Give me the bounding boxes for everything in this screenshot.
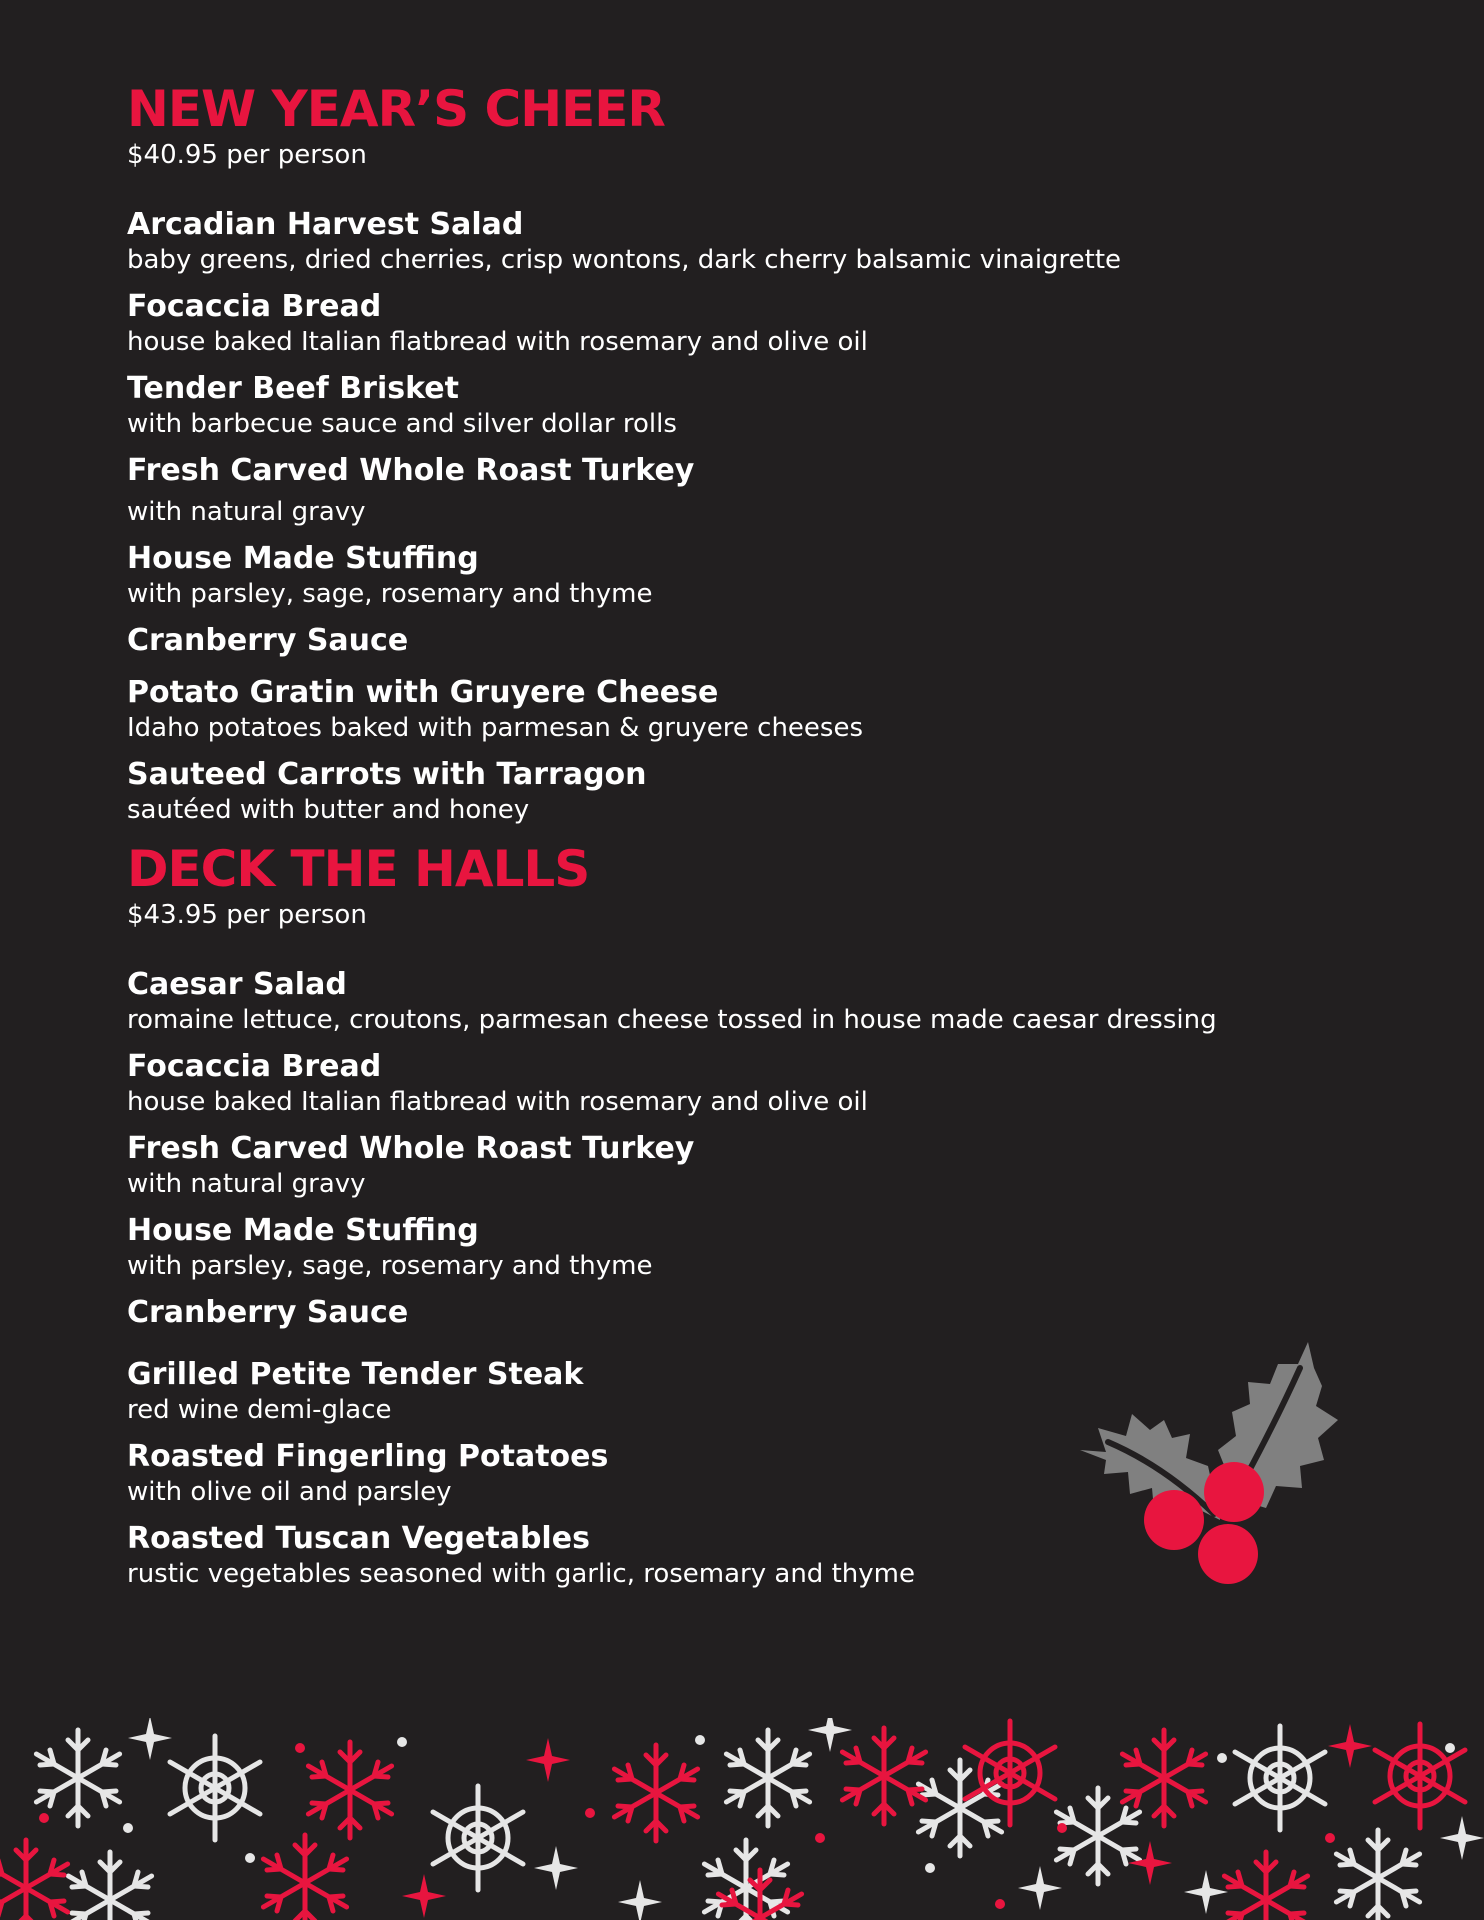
item-description: sautéed with butter and honey: [127, 795, 530, 825]
menu-item: [127, 540, 1427, 610]
item-description: with natural gravy: [127, 1169, 366, 1199]
menu-item: [127, 370, 1427, 440]
item-name: Focaccia Bread: [127, 1049, 382, 1084]
item-name: Tender Beef Brisket: [127, 371, 459, 406]
item-name: Potato Gratin with Gruyere Cheese: [127, 675, 719, 710]
item-description: baby greens, dried cherries, crisp wontons, dark cherry balsamic vinaigrette: [127, 245, 1122, 275]
item-description: with parsley, sage, rosemary and thyme: [127, 579, 653, 609]
item-description: with barbecue sauce and silver dollar rolls: [127, 409, 677, 439]
section-title: NEW YEAR’S CHEER: [127, 80, 665, 138]
item-description: with parsley, sage, rosemary and thyme: [127, 1251, 653, 1281]
menu-item: [127, 1130, 1427, 1200]
menu-item: [127, 756, 1427, 826]
item-name: Fresh Carved Whole Roast Turkey: [127, 1131, 695, 1166]
item-name: Cranberry Sauce: [127, 1295, 409, 1330]
menu-item: [127, 288, 1427, 358]
item-description: rustic vegetables seasoned with garlic, rosemary and thyme: [127, 1559, 915, 1589]
menu-item: [127, 452, 1427, 528]
item-description: red wine demi-glace: [127, 1395, 392, 1425]
snowflake-border: [0, 1718, 1484, 1920]
holly-icon: [1068, 1310, 1343, 1590]
item-name: Roasted Fingerling Potatoes: [127, 1439, 609, 1474]
item-name: Grilled Petite Tender Steak: [127, 1357, 584, 1392]
item-description: with natural gravy: [127, 497, 366, 527]
menu-item: [127, 966, 1427, 1036]
item-description: romaine lettuce, croutons, parmesan cheese tossed in house made caesar dressing: [127, 1005, 1217, 1035]
section-price: $43.95 per person: [127, 900, 367, 930]
item-name: House Made Stuffing: [127, 1213, 479, 1248]
section-price: $40.95 per person: [127, 140, 367, 170]
item-name: Focaccia Bread: [127, 289, 382, 324]
item-name: Sauteed Carrots with Tarragon: [127, 757, 647, 792]
menu-item: [127, 674, 1427, 744]
menu-item: [127, 1212, 1427, 1282]
item-name: House Made Stuffing: [127, 541, 479, 576]
item-name: Fresh Carved Whole Roast Turkey: [127, 453, 695, 488]
item-description: with olive oil and parsley: [127, 1477, 452, 1507]
menu-items: [127, 206, 1427, 826]
menu-section-new-years-cheer: [127, 78, 1427, 838]
item-name: Arcadian Harvest Salad: [127, 207, 524, 242]
item-description: Idaho potatoes baked with parmesan & gruyere cheeses: [127, 713, 863, 743]
menu-item: [127, 206, 1427, 276]
item-description: house baked Italian flatbread with rosemary and olive oil: [127, 327, 868, 357]
snowflake-icon: [0, 1721, 1465, 1920]
menu-item: [127, 622, 1427, 660]
section-title: DECK THE HALLS: [127, 840, 590, 898]
item-name: Cranberry Sauce: [127, 623, 409, 658]
menu-item: [127, 1048, 1427, 1118]
item-name: Caesar Salad: [127, 967, 347, 1002]
item-name: Roasted Tuscan Vegetables: [127, 1521, 590, 1556]
item-description: house baked Italian flatbread with rosemary and olive oil: [127, 1087, 868, 1117]
